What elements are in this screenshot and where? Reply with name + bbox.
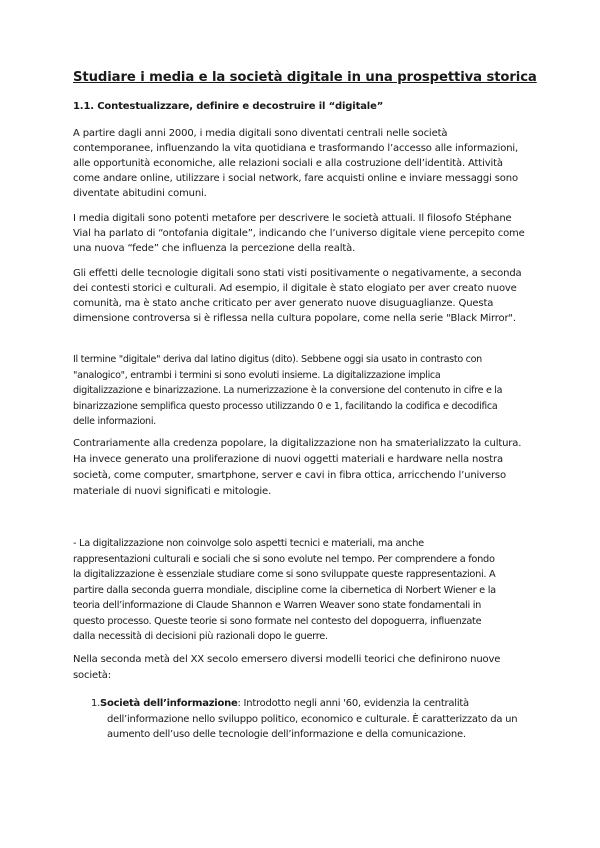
paragraph-line: A partire dagli anni 2000, i media digitali sono diventati centrali nelle società bbox=[73, 128, 448, 139]
paragraph-line: dimensione controversa si è riflessa nella cultura popolare, come nella serie "Black Mirror". bbox=[73, 313, 516, 324]
paragraph-line: partire dalla seconda guerra mondiale, discipline come la cibernetica di Norbert Wiener e la bbox=[73, 584, 496, 596]
paragraph-line: società: bbox=[73, 670, 111, 681]
paragraph-line: comunità, ma è stato anche criticato per aver generato nuove disuguaglianze. Questa bbox=[73, 298, 494, 309]
paragraph-line: - La digitalizzazione non coinvolge solo aspetti tecnici e materiali, ma anche bbox=[73, 538, 424, 549]
paragraph-line: Vial ha parlato di “ontofania digitale”, indicando che l’universo digitale viene percepito come bbox=[73, 228, 525, 239]
paragraph-line: Contrariamente alla credenza popolare, la digitalizzazione non ha smaterializzato la cultura. bbox=[73, 438, 522, 449]
paragraph-line: teoria dell’informazione di Claude Shannon e Warren Weaver sono state fondamentali in bbox=[73, 600, 482, 611]
list-item bbox=[91, 696, 551, 743]
list-item-first-line bbox=[91, 696, 551, 712]
paragraph-line: società, come computer, smartphone, server e cavi in fibra ottica, arricchendo l’universo bbox=[73, 470, 506, 481]
paragraph-line: una nuova “fede” che influenza la percezione della realtà. bbox=[73, 243, 356, 254]
list-marker: 1. bbox=[91, 698, 101, 709]
page-title: Studiare i media e la società digitale in una prospettiva storica bbox=[73, 70, 537, 85]
list-item-term: Società dell’informazione bbox=[100, 698, 238, 709]
paragraph-line: Gli effetti delle tecnologie digitali sono stati visti positivamente o negativamente, a seconda bbox=[73, 268, 522, 279]
paragraph-line: materiale di nuovi significati e mitologie. bbox=[73, 486, 272, 497]
paragraph-line: alle opportunità economiche, alle relazioni sociali e alla costruzione dell’identità. Attività bbox=[73, 158, 503, 169]
paragraph-line: delle informazioni. bbox=[73, 416, 156, 427]
paragraph-line: questo processo. Queste teorie si sono formate nel contesto del dopoguerra, influenzate bbox=[73, 615, 482, 627]
paragraph-line: contemporanee, influenzando la vita quotidiana e trasformando l’accesso alle informazioni, bbox=[73, 143, 519, 154]
paragraph-7 bbox=[73, 652, 543, 684]
paragraph-2 bbox=[73, 211, 543, 256]
paragraph-6 bbox=[73, 536, 543, 645]
paragraph-line: I media digitali sono potenti metafore per descrivere le società attuali. Il filosofo Stéphane bbox=[73, 213, 512, 224]
paragraph-line: "analogico", entrambi i termini si sono evoluti insieme. La digitalizzazione implica bbox=[73, 369, 441, 381]
paragraph-line: Ha invece generato una proliferazione di nuovi oggetti materiali e hardware nella nostra bbox=[73, 454, 503, 465]
paragraph-line: Il termine "digitale" deriva dal latino digitus (dito). Sebbene oggi sia usato in contrasto con bbox=[73, 354, 482, 365]
paragraph-line: come andare online, utilizzare i social network, fare acquisti online e inviare messaggi sono bbox=[73, 173, 518, 184]
paragraph-line: binarizzazione semplifica questo processo utilizzando 0 e 1, facilitando la codifica e decodifica bbox=[73, 400, 498, 412]
paragraph-4 bbox=[73, 352, 543, 430]
paragraph-line: rappresentazioni culturali e sociali che si sono evolute nel tempo. Per comprendere a fondo bbox=[73, 553, 495, 565]
paragraph-5 bbox=[73, 436, 543, 500]
list-item-line: dell’informazione nello sviluppo politico, economico e culturale. È caratterizzato da un bbox=[107, 713, 518, 725]
list-item-text: : Introdotto negli anni '60, evidenzia la centralità bbox=[237, 698, 469, 709]
paragraph-3 bbox=[73, 266, 543, 326]
section-heading: 1.1. Contestualizzare, definire e decostruire il “digitale” bbox=[73, 101, 384, 112]
paragraph-line: la digitalizzazione è essenziale studiare come si sono sviluppate queste rappresentazioni. A bbox=[73, 569, 496, 580]
paragraph-line: digitalizzazione e binarizzazione. La numerizzazione è la conversione del contenuto in cifre e la bbox=[73, 385, 503, 396]
paragraph-1 bbox=[73, 126, 543, 201]
paragraph-line: dalla necessità di decisioni più razionali dopo le guerre. bbox=[73, 631, 328, 642]
paragraph-line: diventate abitudini comuni. bbox=[73, 188, 207, 199]
paragraph-line: Nella seconda metà del XX secolo emersero diversi modelli teorici che definirono nuove bbox=[73, 654, 501, 665]
list-item-line: aumento dell’uso delle tecnologie dell’informazione e della comunicazione. bbox=[107, 729, 466, 740]
paragraph-line: dei contesti storici e culturali. Ad esempio, il digitale è stato elogiato per aver creato nuove bbox=[73, 283, 517, 294]
